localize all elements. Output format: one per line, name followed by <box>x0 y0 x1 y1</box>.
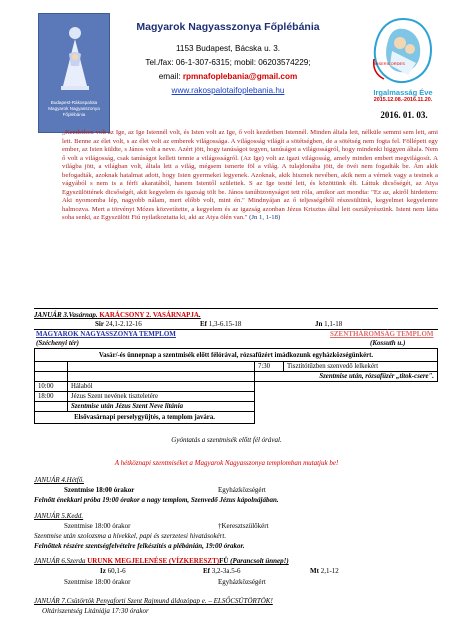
gospel-reference: (Jn 1, 1-18) <box>249 214 281 221</box>
time-cell: 7:30 <box>255 362 284 372</box>
mercy-year-label: Irgalmasság Éve <box>373 88 433 97</box>
confession-note: Gyóntatás a szentmisék előtt fél órával. <box>171 436 282 444</box>
wed-reading-1 <box>100 567 126 576</box>
intention-cell: Jézus Szent nevének tiszteletére <box>68 392 255 402</box>
sunday-day: JANUÁR 3.Vasárnap. <box>34 311 98 319</box>
wednesday-mass: Szentmise 18:00 órakor <box>64 578 131 586</box>
tuesday-heading: JANUÁR 5.Kedd. <box>34 512 84 520</box>
wed-reading-2 <box>203 567 241 576</box>
church-left-title: MAGYAROK NAGYASSZONYA TEMPLOM <box>36 330 176 338</box>
email-label: email: <box>158 72 181 81</box>
monday-intention: Egyházközségért <box>218 486 266 494</box>
reading-ref: 1,3-6.15-18 <box>208 320 242 328</box>
parish-logo <box>38 13 110 133</box>
table-row <box>35 402 438 412</box>
bulletin-date: 2016. 01. 03. <box>380 110 428 120</box>
reading-ref: 1,1-18 <box>324 320 343 328</box>
reading-ref: 2,1-12 <box>320 567 339 575</box>
wednesday-extra: (Parancsolt ünnep!) <box>230 557 289 565</box>
wed-reading-3 <box>310 567 339 576</box>
reading-ref: 24,1-2.12-16 <box>105 320 142 328</box>
litany-note: Szentmise után Jézus Szent Neve litánia <box>68 402 255 412</box>
monday-note: Felnőtt énekkari próba 19:00 órakor a nagy templom, Szenvedő Jézus kápolnájában. <box>34 496 279 504</box>
sunday-heading <box>34 311 201 320</box>
section-divider <box>34 308 438 309</box>
collection-note: Elsővasárnapi perselygyűjtés, a templom javára. <box>35 412 255 424</box>
phone-line: Tel./fax: 06-1-307-6315; mobil: 06203574229; <box>145 58 311 67</box>
wednesday-heading <box>34 557 289 566</box>
thursday-heading: JANUÁR 7.Csütörtök Penyaforti Szent Rajmund áldozópap e. – ELSŐCSÜTÖRTÖK! <box>34 597 273 605</box>
sunday-tail: . <box>199 311 201 319</box>
time-cell <box>35 362 68 372</box>
table-row <box>35 349 438 362</box>
gospel-passage <box>62 129 438 223</box>
table-row <box>35 412 438 424</box>
wednesday-title: URUNK MEGJELENÉSE (VÍZKERESZT) <box>87 557 220 565</box>
time-cell: 10:00 <box>35 382 68 392</box>
rosary-note: Vasár/-és ünnepnap a szentmisék előtt félórával, rózsafűzért imádkozunk egyházközségünkért. <box>35 349 438 362</box>
rosary-exchange-note: Szentmise után, rózsafüzér „titok-csere". <box>255 372 438 382</box>
reading-ref: 60,1-6 <box>107 567 126 575</box>
reading-ref: 3,2-3a.5-6 <box>211 567 241 575</box>
reading-label: Mt <box>310 567 319 575</box>
monday-mass: Szentmise 18:00 órakor <box>64 486 135 494</box>
wednesday-title-tail: FÜ <box>219 557 229 565</box>
mercy-year-logo <box>368 15 438 87</box>
table-row <box>35 382 438 392</box>
reading-1 <box>95 320 142 329</box>
gospel-text: „Kezdetben volt az Ige, az Ige Istennél volt, és Isten volt az Ige, ő volt kezdetben Istennél. Minden általa lett, nélküle semmi sem lett, ami lett. Benne az élet volt, s az élet volt az emberek világossága. A világosság világít a sötétségben, de a sötétség nem fogta fel. Föllépett egy ember, az Isten küldte, s János volt a neve. Azért jött, hogy tanúságot tegyen, tanúságot a világosságról, hogy mindenki higgyen általa. Nem ő volt a világosság, csak tanúságot kellett tennie a világosságról. (Az Ige) volt az igazi világosság, amely minden embert megvilágosít. A világba jött, a világban volt, általa lett a világ, mégsem ismerte föl a világ. A tulajdonába jött, de övéi nem fogadták be. Ám akik befogadták, azoknak hatalmat adott, hogy Isten gyermekei legyenek. Azoknak, akik hisznek nevében, akik nem a vérnek vagy a testnek a vágyából s nem is a férfi akaratából, hanem Istentől születtek. S az Ige testté lett, és közöttünk élt. Láttuk dicsőségét, az Atya Egyszülöttének dicsőségét, akit kegyelem és igazság tölt be. János tanúbizonyságot tett róla, amikor azt mondta: "Ez az, akiről hirdettem: Aki nyomomba lép, nagyobb nálam, mert előbb volt, mint én." Mindnyájan az ő teljességéből részesültünk, kegyelmet kegyelemre halmozva. Mert a törvényt Mózes közvetítette, a kegyelem és az igazság azonban Jézus Krisztus által lett osztályrészünk. Istent nem látta soha senki, az Egyszülött Fiú nyilatkoztatta ki, aki az Atya ölén van." <box>62 129 438 221</box>
reading-label: Ef <box>200 320 207 328</box>
sunday-schedule-table <box>34 348 438 424</box>
parish-name: Magyarok Nagyasszonya Főplébánia <box>136 21 320 33</box>
wednesday-day: JANUÁR 6.Szerda <box>34 557 86 565</box>
sunday-title: KARÁCSONY 2. VASÁRNAPJA <box>99 311 199 319</box>
svg-text:MISERICORDES: MISERICORDES <box>374 61 405 66</box>
email-line <box>113 70 343 84</box>
intention-cell: Tisztítótűzben szenvedő lelkekért <box>284 362 438 372</box>
church-right-sub: (Kossuth u.) <box>370 339 406 347</box>
reading-label: Ef <box>203 567 210 575</box>
thursday-note: Oltáriszentség Litániája 17:30 órakor <box>42 607 149 615</box>
reading-label: Iz <box>100 567 106 575</box>
time-cell: 18:00 <box>35 392 68 402</box>
weekday-mass-note: A hétköznapi szentmiséket a Magyarok Nagyasszonya templomban mutatjuk be! <box>114 459 339 467</box>
mercy-year-dates: 2015.12.08.-2016.11.20. <box>373 97 433 103</box>
table-row <box>35 372 438 382</box>
intention-cell: Hálaból <box>68 382 255 392</box>
intention-cell <box>68 362 255 372</box>
reading-label: Jn <box>315 320 323 328</box>
reading-label: Sir <box>95 320 104 328</box>
table-row <box>35 392 438 402</box>
table-row <box>35 362 438 372</box>
tuesday-intention: †Keresztszülőkért <box>218 522 269 530</box>
tuesday-note-2: Felnőttek részére szentségfelvételre felkészítés a plébánián, 19:00 órakor. <box>34 542 245 550</box>
header <box>113 20 343 98</box>
reading-2 <box>200 320 241 329</box>
email-link[interactable]: rpmnafoplebania@gmail.com <box>182 72 298 81</box>
wednesday-intention: Egyházközségért <box>218 578 266 586</box>
madonna-icon <box>55 24 95 96</box>
church-right-title: SZENTHÁROMSÁG TEMPLOM <box>330 330 434 338</box>
website-link[interactable]: www.rakospalotaifoplebania.hu <box>171 86 285 95</box>
tuesday-mass: Szentmise 18:00 órakor <box>64 522 131 530</box>
parish-logo-text: Budapest-Rákospalota Magyarok Nagyasszonya Főplébánia <box>48 100 100 117</box>
church-left-sub: (Széchenyi tér) <box>36 339 79 347</box>
monday-heading: JANUÁR 4.Hétfő. <box>34 476 84 484</box>
tuesday-note: Szentmise után szolozsma a hívekkel, papi és szerzetesi hivatásokért. <box>34 532 227 540</box>
address: 1153 Budapest, Bácska u. 3. <box>175 44 281 53</box>
reading-3 <box>315 320 342 329</box>
